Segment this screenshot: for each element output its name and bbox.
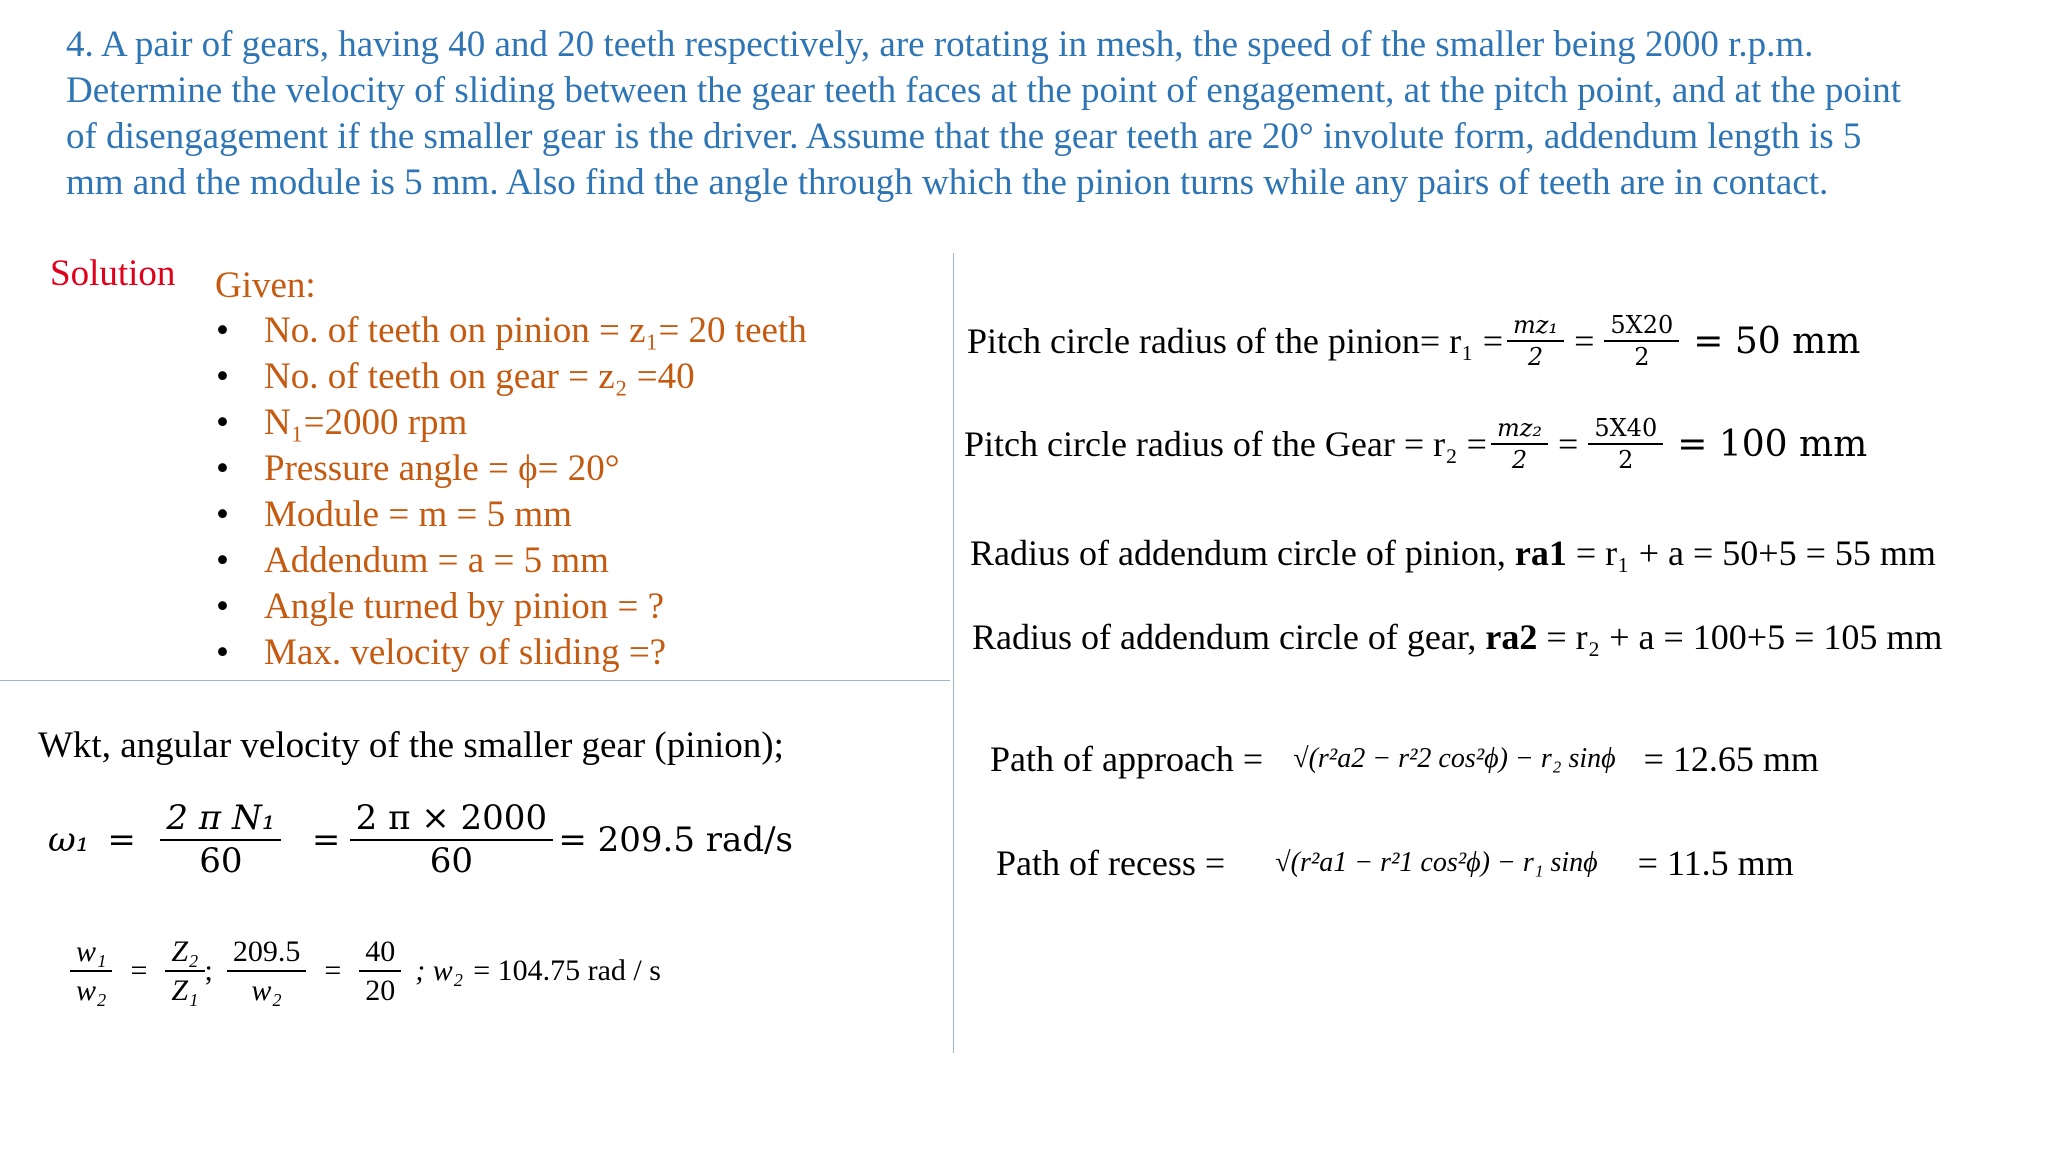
ratio-result: = 104.75 rad / s xyxy=(473,954,661,987)
vertical-divider xyxy=(953,253,954,1053)
speed-ratio-equation: $\frac{\text{w₁}}{\text{w₂}}$ = $\frac{\text{Z₂}}{\text{Z₁}}$ ; $\frac{209.5}{\text{w₂}}$ = $\frac{40}{20}$ ; w₂ = 104.75 rad / s xyxy=(66,935,661,1007)
path-of-recess: Path of recess = √(r²a1 − r²1 cos²ϕ) − r₁ sinϕ = 11.5 mm xyxy=(996,843,1794,883)
given-heading: Given: xyxy=(215,265,316,306)
omega-equation: ω₁ = $\frac{\text{2 π N₁}}{60}$ = $\frac{2 \pi \times 2000}{60}$ = 209.5 rad/s xyxy=(48,798,793,882)
pitch-radius-gear: Pitch circle radius of the Gear = r₂ = $\frac{\text{mz₂}}{2}$ = $\frac{5X40}{2}$ = 100 mm xyxy=(964,414,1868,475)
given-item: • No. of teeth on gear = z₂ =40 xyxy=(216,354,807,400)
given-item: • Module = m = 5 mm xyxy=(216,492,807,538)
ra1-symbol: ra1 xyxy=(1514,533,1567,573)
problem-line-3: of disengagement if the smaller gear is the driver. Assume that the gear teeth are 20° involute form, addendum length is 5 xyxy=(66,116,1862,157)
omega-result: = 209.5 rad/s xyxy=(558,820,793,861)
approach-formula: √(r²a2 − r²2 cos²ϕ) − r₂ sinϕ xyxy=(1293,743,1616,774)
omega-fraction-1: $\frac{\text{2 π N₁}}{60}$ xyxy=(146,800,296,881)
given-item: • Max. velocity of sliding =? xyxy=(216,630,807,676)
pitch-radius-pinion: Pitch circle radius of the pinion= r₁ = $\frac{\text{mz₁}}{2}$ = $\frac{5X20}{2}$ = 50 mm xyxy=(967,311,1861,372)
omega-fraction-2: $\frac{2 \pi \times 2000}{60}$ xyxy=(356,800,546,881)
given-item: • Angle turned by pinion = ? xyxy=(216,584,807,630)
ratio-40-20: $\frac{40}{20}$ xyxy=(359,935,401,1007)
problem-line-4: mm and the module is 5 mm. Also find the angle through which the pinion turns while any pairs of teeth are in contact. xyxy=(66,162,1829,203)
given-list xyxy=(216,308,807,676)
given-item: • Addendum = a = 5 mm xyxy=(216,538,807,584)
omega-lhs: ω₁ xyxy=(48,820,90,861)
path-of-approach: Path of approach = √(r²a2 − r²2 cos²ϕ) − r₂ sinϕ = 12.65 mm xyxy=(990,739,1819,779)
problem-line-2: Determine the velocity of sliding between the gear teeth faces at the point of engagement, at the pitch point, and at the point xyxy=(66,70,1901,111)
problem-statement xyxy=(66,22,2006,206)
ratio-value-w2: $\frac{209.5}{\text{w₂}}$ xyxy=(227,935,307,1007)
recess-formula: √(r²a1 − r²1 cos²ϕ) − r₁ sinϕ xyxy=(1275,847,1598,878)
ra2-symbol: ra2 xyxy=(1485,617,1538,657)
addendum-radius-pinion: Radius of addendum circle of pinion, ra1 = r₁ + a = 50+5 = 55 mm xyxy=(970,533,1936,573)
given-item: • N₁=2000 rpm xyxy=(216,400,807,446)
problem-line-1: 4. A pair of gears, having 40 and 20 teeth respectively, are rotating in mesh, the speed of the smaller being 2000 r.p.m. xyxy=(66,24,1814,65)
given-item: • Pressure angle = ϕ= 20° xyxy=(216,446,807,492)
solution-label: Solution xyxy=(50,253,176,294)
ratio-z2-z1: $\frac{\text{Z₂}}{\text{Z₁}}$ xyxy=(165,935,204,1007)
ratio-result-label: ; w₂ xyxy=(415,954,464,987)
wkt-statement: Wkt, angular velocity of the smaller gear (pinion); xyxy=(38,725,784,766)
given-item: • No. of teeth on pinion = z₁= 20 teeth xyxy=(216,308,807,354)
ratio-w1-w2: $\frac{\text{w₁}}{\text{w₂}}$ xyxy=(70,935,112,1007)
horizontal-divider xyxy=(0,680,950,681)
addendum-radius-gear: Radius of addendum circle of gear, ra2 = r₂ + a = 100+5 = 105 mm xyxy=(972,617,1943,657)
